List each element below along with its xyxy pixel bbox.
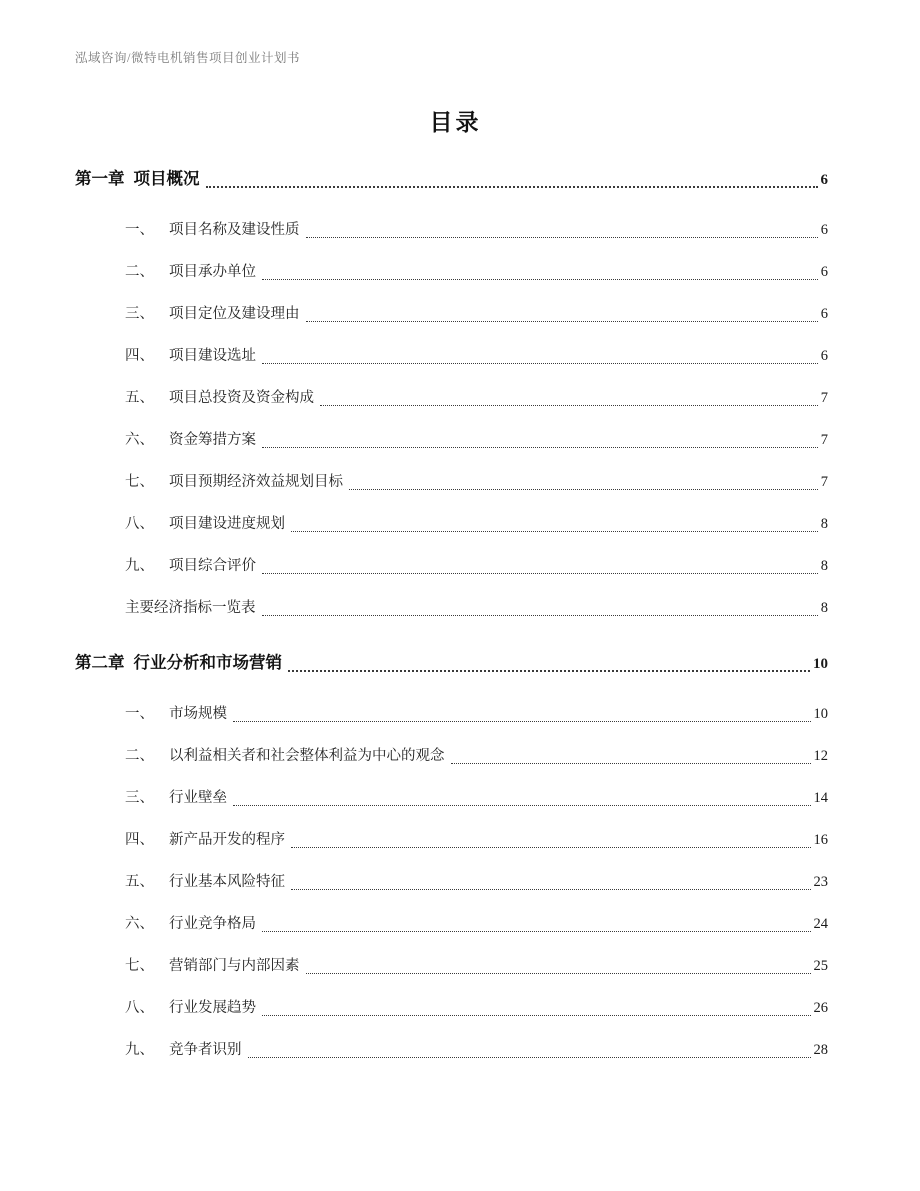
item-number: 六、: [125, 432, 154, 448]
item-title: 项目预期经济效益规划目标: [169, 474, 343, 490]
dot-leader: [306, 973, 811, 974]
dot-leader: [262, 615, 818, 616]
item-number: 七、: [125, 474, 154, 490]
item-number: 三、: [125, 790, 154, 806]
toc-item-entry[interactable]: [75, 385, 828, 411]
toc-item-entry[interactable]: [75, 217, 828, 243]
item-title: 行业壁垒: [169, 790, 227, 806]
page-number: 10: [813, 656, 828, 672]
dot-leader: [306, 237, 818, 238]
item-number: 一、: [125, 706, 154, 722]
toc-chapter-entry[interactable]: [75, 165, 828, 193]
item-text: [125, 743, 445, 769]
dot-leader: [233, 805, 811, 806]
page-number: 28: [813, 1042, 828, 1058]
toc-item-entry[interactable]: [75, 511, 828, 537]
page-number: 8: [820, 516, 828, 532]
item-title: 竞争者识别: [169, 1042, 242, 1058]
page-number: 14: [813, 790, 828, 806]
page-number: 10: [813, 706, 828, 722]
document-header: [75, 48, 828, 66]
item-title: 行业发展趋势: [169, 1000, 256, 1016]
item-text: [125, 259, 256, 285]
item-text: [125, 911, 256, 937]
item-text: [125, 869, 285, 895]
table-of-contents: [75, 165, 828, 1063]
item-title: 项目定位及建设理由: [169, 306, 300, 322]
item-title: 项目名称及建设性质: [169, 222, 300, 238]
dot-leader: [206, 186, 818, 188]
toc-item-entry[interactable]: [75, 869, 828, 895]
dot-leader: [349, 489, 818, 490]
toc-item-entry[interactable]: [75, 427, 828, 453]
item-text: [125, 343, 256, 369]
toc-item-entry[interactable]: [75, 827, 828, 853]
item-title: 项目建设选址: [169, 348, 256, 364]
header-text: 泓域咨询/微特电机销售项目创业计划书: [75, 51, 300, 65]
dot-leader: [262, 1015, 811, 1016]
item-text: [125, 827, 285, 853]
item-title: 主要经济指标一览表: [125, 600, 256, 616]
item-number: 三、: [125, 306, 154, 322]
dot-leader: [291, 531, 818, 532]
dot-leader: [262, 279, 818, 280]
page-number: 16: [813, 832, 828, 848]
toc-item-entry[interactable]: [75, 301, 828, 327]
toc-item-entry[interactable]: [75, 911, 828, 937]
item-number: 七、: [125, 958, 154, 974]
dot-leader: [451, 763, 811, 764]
toc-item-entry[interactable]: [75, 553, 828, 579]
toc-item-entry[interactable]: [75, 1037, 828, 1063]
item-text: [125, 511, 285, 537]
page-number: 6: [820, 172, 828, 188]
toc-item-entry[interactable]: [75, 343, 828, 369]
toc-chapter-entry[interactable]: [75, 649, 828, 677]
page-number: 8: [820, 558, 828, 574]
toc-item-entry[interactable]: [75, 953, 828, 979]
item-title: 新产品开发的程序: [169, 832, 285, 848]
toc-item-entry[interactable]: [75, 469, 828, 495]
chapter-text: [75, 649, 282, 677]
item-title: 行业基本风险特征: [169, 874, 285, 890]
page-number: 24: [813, 916, 828, 932]
item-title: 项目建设进度规划: [169, 516, 285, 532]
item-number: 四、: [125, 832, 154, 848]
page-number: 6: [820, 222, 828, 238]
item-title: 市场规模: [169, 706, 227, 722]
item-text: [125, 469, 343, 495]
dot-leader: [320, 405, 818, 406]
chapter-label: 第一章: [75, 169, 125, 188]
item-text: [125, 953, 300, 979]
item-text: [125, 1037, 242, 1063]
toc-item-entry[interactable]: [75, 995, 828, 1021]
item-title: 营销部门与内部因素: [169, 958, 300, 974]
page-number: 6: [820, 306, 828, 322]
dot-leader: [291, 847, 811, 848]
item-number: 二、: [125, 748, 154, 764]
item-title: 项目总投资及资金构成: [169, 390, 314, 406]
item-text: [125, 701, 227, 727]
item-number: 九、: [125, 558, 154, 574]
dot-leader: [306, 321, 818, 322]
dot-leader: [262, 447, 818, 448]
dot-leader: [248, 1057, 811, 1058]
item-text: [125, 301, 300, 327]
page-number: 23: [813, 874, 828, 890]
item-title: 项目承办单位: [169, 264, 256, 280]
item-title: 行业竞争格局: [169, 916, 256, 932]
item-number: 五、: [125, 390, 154, 406]
dot-leader: [288, 670, 810, 672]
dot-leader: [262, 363, 818, 364]
chapter-title: 行业分析和市场营销: [133, 653, 282, 672]
page-number: 25: [813, 958, 828, 974]
chapter-text: [75, 165, 200, 193]
item-text: [125, 553, 256, 579]
chapter-title: 项目概况: [133, 169, 200, 188]
toc-item-entry[interactable]: [75, 259, 828, 285]
item-number: 六、: [125, 916, 154, 932]
dot-leader: [233, 721, 811, 722]
page-number: 8: [820, 600, 828, 616]
toc-item-entry[interactable]: [75, 743, 828, 769]
item-number: 八、: [125, 516, 154, 532]
dot-leader: [262, 931, 811, 932]
chapter-item-list: [75, 701, 828, 1063]
item-number: 九、: [125, 1042, 154, 1058]
item-number: 五、: [125, 874, 154, 890]
item-number: 一、: [125, 222, 154, 238]
item-text: [125, 995, 256, 1021]
page-number: 7: [820, 390, 828, 406]
page-number: 7: [820, 474, 828, 490]
page-number: 6: [820, 348, 828, 364]
item-text: [125, 785, 227, 811]
item-number: 八、: [125, 1000, 154, 1016]
page-title: 目录: [429, 110, 482, 135]
dot-leader: [291, 889, 811, 890]
dot-leader: [262, 573, 818, 574]
toc-item-entry[interactable]: [75, 785, 828, 811]
item-text: [125, 427, 256, 453]
item-text: [125, 385, 314, 411]
toc-item-entry[interactable]: [75, 701, 828, 727]
item-title: 项目综合评价: [169, 558, 256, 574]
page-number: 7: [820, 432, 828, 448]
item-title: 资金筹措方案: [169, 432, 256, 448]
chapter-label: 第二章: [75, 653, 125, 672]
chapter-item-list: [75, 217, 828, 621]
toc-item-entry[interactable]: [75, 595, 828, 621]
item-text: [125, 217, 300, 243]
item-text: [125, 595, 256, 621]
page-number: 26: [813, 1000, 828, 1016]
item-number: 四、: [125, 348, 154, 364]
item-title: 以利益相关者和社会整体利益为中心的观念: [169, 748, 445, 764]
item-number: 二、: [125, 264, 154, 280]
page-number: 12: [813, 748, 828, 764]
page-number: 6: [820, 264, 828, 280]
